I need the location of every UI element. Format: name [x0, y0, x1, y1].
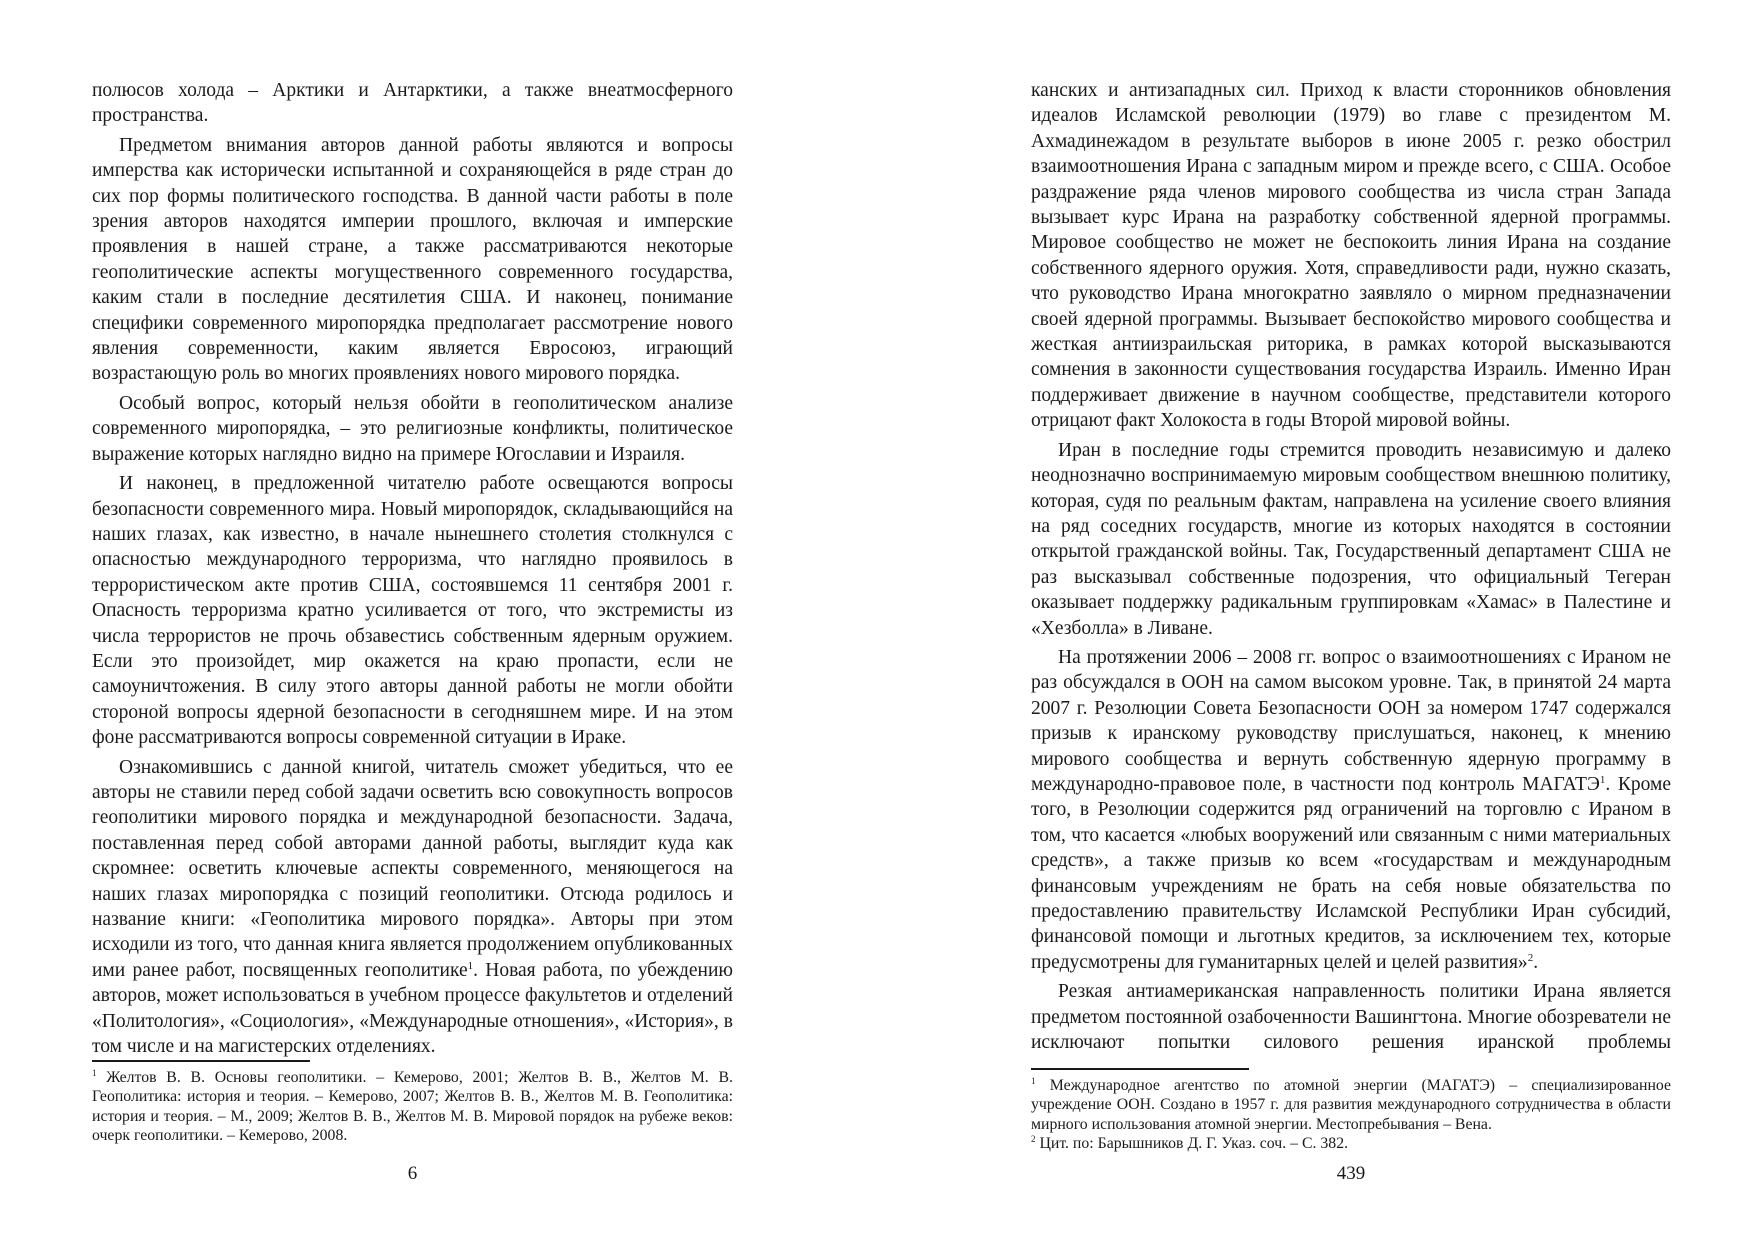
- left-body-text: [92, 78, 733, 1059]
- footnote-divider: [1031, 1068, 1249, 1070]
- page-number: 6: [407, 1163, 418, 1184]
- paragraph: полюсов холода – Арктики и Антарктики, а также внеатмосферного пространства.: [92, 80, 733, 127]
- right-page: [1031, 78, 1671, 1184]
- right-body-text: [1031, 78, 1671, 1055]
- footnotes: [1031, 1076, 1671, 1154]
- page-number: 439: [1336, 1163, 1366, 1184]
- paragraph: канских и антизападных сил. Приход к власти сторонников обновления идеалов Исламской революции (1979) во главе с президентом М. Ахмадинежадом в результате выборов в июне 2005 г. резко обострил взаимоотношения Ирана с западным миром и прежде всего, с США. Особое раздражение ряда членов мирового сообщества из числа стран Запада вызывает курс Ирана на разработку собственной ядерной программы. Мировое сообщество не может не беспокоить линия Ирана на создание собственного ядерного оружия. Хотя, справедливости ради, нужно сказать, что руководство Ирана многократно заявляло о мирном предназначении своей ядерной программы. Вызывает беспокойство мирового сообщества и жесткая антиизраильская риторика, в рамках которой высказываются сомнения в законности существования государства Израиль. Именно Иран поддерживает движение в научном сообществе, представители которого отрицают факт Холокоста в годы Второй мировой войны.: [1031, 80, 1671, 432]
- footnote-ref: 1: [1599, 773, 1606, 786]
- footnote: $^2$ Цит. по: Барышников Д. Г. Указ. соч. – С. 382.: [1031, 1134, 1349, 1153]
- paragraph: Резкая антиамериканская направленность политики Ирана является предметом постоянной озабоченности Вашингтона. Многие обозреватели не исключают попытки силового решения иранской проблемы: [1031, 981, 1671, 1054]
- footnote-ref: 2: [1527, 951, 1534, 964]
- footnote-divider: [92, 1060, 310, 1062]
- footnote: $^1$ Желтов В. В. Основы геополитики. – Кемерово, 2001; Желтов В. В., Желтов М. В. Геополитика: история и теория. – Кемерово, 2007; Желтов В. В., Желтов М. В. Геополитика: история и теория. – М., 2009; Желтов В. В., Желтов М. В. Мировой порядок на рубеже веков: очерк геополитики. – Кемерово, 2008.: [92, 1068, 733, 1145]
- paragraph: И наконец, в предложенной читателю работе освещаются вопросы безопасности современного мира. Новый миропорядок, складывающийся на наших глазах, как известно, в начале нынешнего столетия столкнулся с опасностью международного терроризма, что наглядно проявилось в террористическом акте против США, состоявшемся 11 сентября 2001 г. Опасность терроризма кратно усиливается от того, что экстремисты из числа террористов не прочь обзавестись собственным ядерным оружием. Если это произойдет, мир окажется на краю пропасти, если не самоуничтожения. В силу этого авторы данной работы не могли обойти стороной вопросы ядерной безопасности в сегодняшнем мире. И на этом фоне рассматриваются вопросы современной ситуации в Ираке.: [92, 473, 733, 749]
- footnotes: [92, 1068, 733, 1146]
- paragraph: Иран в последние годы стремится проводить независимую и далеко неоднозначно воспринимаемую мировым сообществом внешнюю политику, которая, судя по реальным фактам, направлена на усиление своего влияния на ряд соседних государств, многие из которых находятся в состоянии открытой гражданской войны. Так, Государственный департамент США не раз высказывал собственные подозрения, что официальный Тегеран оказывает поддержку радикальным группировкам «Хамас» в Палестине и «Хезболла» в Ливане.: [1031, 439, 1671, 639]
- footnote-ref: 1: [467, 959, 474, 972]
- paragraph: Предметом внимания авторов данной работы являются и вопросы имперства как исторически испытанной и сохраняющейся в ряде стран до сих пор формы политического господства. В данной части работы в поле зрения авторов находятся империи прошлого, включая и имперские проявления в нашей стране, а также рассматриваются некоторые геополитические аспекты могущественного современного государства, каким стали в последние десятилетия США. И наконец, понимание специфики современного миропорядка предполагает рассмотрение нового явления современности, каким является Евросоюз, играющий возрастающую роль во многих проявлениях нового мирового порядка.: [92, 134, 733, 385]
- paragraph: Особый вопрос, который нельзя обойти в геополитическом анализе современного миропорядка, – это религиозные конфликты, политическое выражение которых наглядно видно на примере Югославии и Израиля.: [92, 392, 733, 465]
- paragraph: Ознакомившись с данной книгой, читатель сможет убедиться, что ее авторы не ставили перед собой задачи осветить всю совокупность вопросов геополитики мирового порядка и международной безопасности. Задача, поставленная перед собой авторами данной работы, выглядит куда как скромнее: осветить ключевые аспекты современного, меняющегося на наших глазах миропорядка с позиций геополитики. Отсюда родилось и название книги: «Геополитика мирового порядка». Авторы при этом исходили из того, что данная книга является продолжением опубликованных ими ранее работ, посвященных геополитике$^1$. Новая работа, по убеждению авторов, может использоваться в учебном процессе факультетов и отделений «Политология», «Социология», «Международные отношения», «История», в том числе и на магистерских отделениях.: [92, 756, 733, 1058]
- footnote: $^1$ Международное агентство по атомной энергии (МАГАТЭ) – специализированное учреждение ООН. Создано в 1957 г. для развития международного сотрудничества в области мирного использования атомной энергии. Местопребывания – Вена.: [1031, 1076, 1671, 1133]
- paragraph: На протяжении 2006 – 2008 гг. вопрос о взаимоотношениях с Ираном не раз обсуждался в ООН на самом высоком уровне. Так, в принятой 24 марта 2007 г. Резолюции Совета Безопасности ООН за номером 1747 содержался призыв к иранскому руководству прислушаться, наконец, к мнению мирового сообщества и вернуть собственную ядерную программу в международно-правовое поле, в частности под контроль МАГАТЭ$^1$. Кроме того, в Резолюции содержится ряд ограничений на торговлю с Ираном в том, что касается «любых вооружений или связанным с ними материальных средств», а также призыв ко всем «государствам и международным финансовым учреждениям не брать на себя новые обязательства по предоставлению правительству Исламской Республики Иран субсидий, финансовой помощи и льготных кредитов, за исключением тех, которые предусмотрены для гуманитарных целей и целей развития»$^2$.: [1031, 646, 1671, 973]
- left-page: [92, 78, 733, 1184]
